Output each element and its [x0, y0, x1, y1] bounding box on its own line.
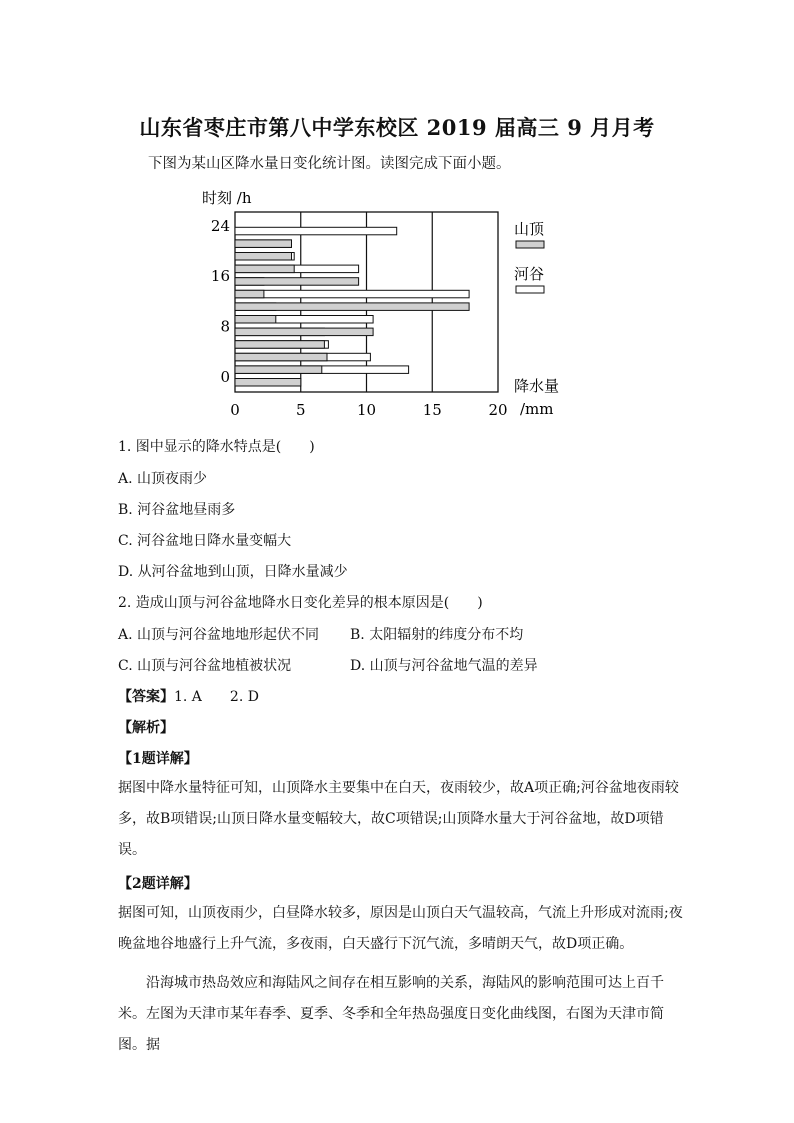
q1-option-c: C. 河谷盆地日降水量变幅大: [118, 533, 292, 549]
bar-mountain: [235, 290, 264, 298]
q2-option-a: A. 山顶与河谷盆地地形起伏不同: [118, 627, 320, 643]
q2-stem: 2. 造成山顶与河谷盆地降水日变化差异的根本原因是( ): [118, 595, 483, 611]
page-title: 山东省枣庄市第八中学东校区 2019 届高三 9 月月考: [139, 115, 655, 140]
y-tick-label: 24: [210, 216, 230, 235]
q1-stem: 1. 图中显示的降水特点是( ): [118, 439, 315, 455]
q2-option-b: B. 太阳辐射的纬度分布不均: [350, 627, 524, 643]
detail2-text: 据图可知，山顶夜雨少，白昼降水较多，原因是山顶白天气温较高，气流上升形成对流雨;夜晚盆地谷地盛行上升气流，多夜雨，白天盛行下沉气流，多晴朗天气，故D项正确。: [118, 905, 683, 952]
answer-label: 【答案】: [118, 689, 174, 705]
y-tick-label: 16: [210, 267, 230, 286]
bar-mountain: [235, 316, 276, 324]
bar-mountain: [235, 366, 322, 374]
bar-mountain: [235, 353, 327, 361]
x-tick-label: 10: [356, 401, 377, 418]
detail2-label: 【2题详解】: [118, 876, 198, 892]
next-passage: 沿海城市热岛效应和海陆风之间存在相互影响的关系，海陆风的影响范围可达上百千米。左图为天津市某年春季、夏季、冬季和全年热岛强度日变化曲线图，右图为天津市简图。据: [118, 975, 664, 1053]
bar-mountain: [235, 265, 294, 273]
bar-mountain: [235, 328, 373, 336]
detail1-text: 据图中降水量特征可知，山顶降水主要集中在白天，夜雨较少，故A项正确;河谷盆地夜雨较多，故B项错误;山顶日降水量变幅较大，故C项错误;山顶降水量大于河谷盆地，故D项错误。: [118, 780, 679, 858]
x-tick-label: 5: [295, 401, 306, 418]
q1-option-b: B. 河谷盆地昼雨多: [118, 502, 236, 518]
legend-label-valley: 河谷: [514, 265, 545, 283]
legend-swatch-mountain: [516, 241, 544, 248]
bar-mountain: [235, 240, 292, 248]
detail1-label: 【1题详解】: [118, 751, 198, 767]
bar-mountain: [235, 278, 359, 286]
bar-mountain: [235, 303, 469, 311]
x-axis-unit: /mm: [520, 400, 554, 418]
y-axis-title: 时刻 /h: [202, 189, 252, 207]
bar-mountain: [235, 341, 324, 349]
q1-option-d: D. 从河谷盆地到山顶，日降水量减少: [118, 564, 348, 580]
q2-option-d: D. 山顶与河谷盆地气温的差异: [350, 658, 538, 674]
bar-mountain: [235, 253, 292, 261]
x-axis-title: 降水量: [514, 377, 560, 395]
analysis-label: 【解析】: [118, 720, 174, 736]
x-tick-label: 0: [230, 401, 240, 418]
answer-line: [118, 686, 259, 706]
y-tick-label: 0: [220, 368, 230, 386]
x-tick-label: 15: [422, 401, 442, 418]
q2-option-c: C. 山顶与河谷盆地植被状况: [118, 658, 292, 674]
bar-valley: [235, 290, 469, 298]
legend-swatch-valley: [516, 286, 544, 293]
q1-option-a: A. 山顶夜雨少: [118, 471, 208, 487]
legend-label-mountain: 山顶: [514, 220, 545, 238]
x-tick-label: 20: [488, 401, 508, 418]
y-tick-label: 8: [220, 317, 230, 336]
intro-text: 下图为某山区降水量日变化统计图。读图完成下面小题。: [148, 156, 511, 172]
bar-mountain: [235, 379, 301, 387]
answer-text: 1. A 2. D: [174, 689, 259, 705]
precipitation-chart: [200, 186, 580, 418]
bar-valley: [235, 227, 397, 235]
